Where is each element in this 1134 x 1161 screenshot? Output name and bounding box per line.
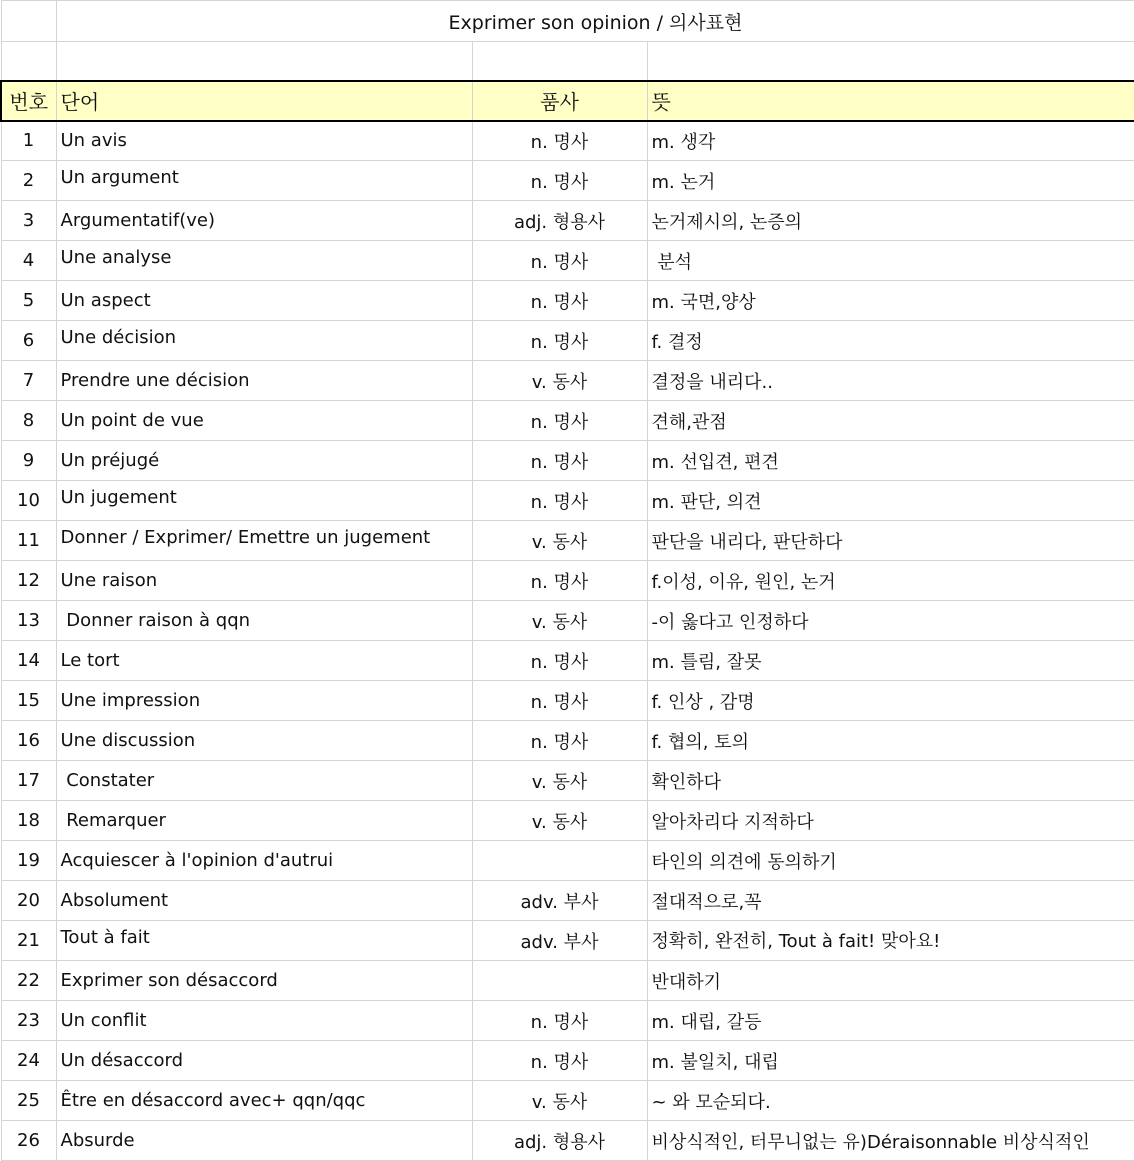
table-row xyxy=(1,561,1134,601)
title-row xyxy=(1,1,1134,42)
table-row xyxy=(1,601,1134,641)
cell-meaning[interactable]: m. 선입견, 편견 xyxy=(647,441,1134,481)
cell-word[interactable]: Un conflit xyxy=(56,1001,472,1041)
cell-pos[interactable]: n. 명사 xyxy=(472,321,647,361)
cell-pos[interactable]: v. 동사 xyxy=(472,361,647,401)
cell-word[interactable]: Être en désaccord avec+ qqn/qqc xyxy=(56,1081,472,1121)
cell-word[interactable]: Tout à fait xyxy=(56,921,472,961)
cell-word[interactable]: Exprimer son désaccord xyxy=(56,961,472,1001)
table-row xyxy=(1,121,1134,161)
cell-number[interactable]: 22 xyxy=(1,961,56,1001)
cell-meaning[interactable]: 비상식적인, 터무니없는 유)Déraisonnable 비상식적인 xyxy=(647,1121,1134,1161)
cell-number[interactable]: 10 xyxy=(1,481,56,521)
cell-word[interactable]: Acquiescer à l'opinion d'autrui xyxy=(56,841,472,881)
cell-pos[interactable]: n. 명사 xyxy=(472,1001,647,1041)
cell-meaning[interactable]: ~ 와 모순되다. xyxy=(647,1081,1134,1121)
cell-meaning[interactable]: m. 생각 xyxy=(647,121,1134,161)
cell-number[interactable]: 3 xyxy=(1,201,56,241)
table-row xyxy=(1,721,1134,761)
cell-number[interactable]: 19 xyxy=(1,841,56,881)
cell-blank[interactable] xyxy=(56,42,472,81)
cell-word[interactable]: Prendre une décision xyxy=(56,361,472,401)
cell-number[interactable]: 26 xyxy=(1,1121,56,1161)
table-row xyxy=(1,161,1134,201)
cell-pos[interactable]: adv. 부사 xyxy=(472,921,647,961)
table-row xyxy=(1,241,1134,281)
cell-number[interactable]: 11 xyxy=(1,521,56,561)
header-word[interactable]: 단어 xyxy=(56,81,472,121)
cell-pos[interactable]: v. 동사 xyxy=(472,801,647,841)
cell-meaning[interactable]: 확인하다 xyxy=(647,761,1134,801)
cell-pos[interactable]: adv. 부사 xyxy=(472,881,647,921)
table-row xyxy=(1,361,1134,401)
cell-meaning[interactable]: f. 결정 xyxy=(647,321,1134,361)
cell-meaning[interactable]: 견해,관점 xyxy=(647,401,1134,441)
cell-meaning[interactable]: 알아차리다 지적하다 xyxy=(647,801,1134,841)
cell-number[interactable]: 23 xyxy=(1,1001,56,1041)
cell-number[interactable]: 24 xyxy=(1,1041,56,1081)
table-row xyxy=(1,641,1134,681)
cell-pos[interactable] xyxy=(472,961,647,1001)
cell-word[interactable]: Un jugement xyxy=(56,481,472,521)
cell-number[interactable]: 5 xyxy=(1,281,56,321)
cell-meaning[interactable]: 정확히, 완전히, Tout à fait! 맞아요! xyxy=(647,921,1134,961)
table-row xyxy=(1,201,1134,241)
cell-blank[interactable] xyxy=(1,42,56,81)
cell-pos[interactable]: n. 명사 xyxy=(472,161,647,201)
cell-meaning[interactable]: m. 판단, 의견 xyxy=(647,481,1134,521)
cell-number[interactable]: 8 xyxy=(1,401,56,441)
sheet-title[interactable]: Exprimer son opinion / 의사표현 xyxy=(56,1,1134,42)
cell-word[interactable]: Argumentatif(ve) xyxy=(56,201,472,241)
cell-number[interactable]: 17 xyxy=(1,761,56,801)
cell-pos[interactable]: n. 명사 xyxy=(472,441,647,481)
cell-number[interactable]: 13 xyxy=(1,601,56,641)
table-row xyxy=(1,761,1134,801)
table-row xyxy=(1,481,1134,521)
table-row xyxy=(1,1081,1134,1121)
cell-word[interactable]: Un avis xyxy=(56,121,472,161)
table-row xyxy=(1,1041,1134,1081)
cell-word[interactable]: Une raison xyxy=(56,561,472,601)
cell-word[interactable]: Un argument xyxy=(56,161,472,201)
cell-pos[interactable]: n. 명사 xyxy=(472,1041,647,1081)
cell-pos[interactable]: v. 동사 xyxy=(472,1081,647,1121)
cell-number[interactable]: 15 xyxy=(1,681,56,721)
cell-number[interactable]: 14 xyxy=(1,641,56,681)
table-row xyxy=(1,921,1134,961)
cell-word[interactable]: Absolument xyxy=(56,881,472,921)
cell-pos[interactable]: v. 동사 xyxy=(472,601,647,641)
cell-number[interactable]: 1 xyxy=(1,121,56,161)
table-row xyxy=(1,1001,1134,1041)
cell-number[interactable]: 2 xyxy=(1,161,56,201)
cell-word[interactable]: Donner raison à qqn xyxy=(56,601,472,641)
cell-meaning[interactable]: 분석 xyxy=(647,241,1134,281)
cell-meaning[interactable]: m. 틀림, 잘못 xyxy=(647,641,1134,681)
cell-number[interactable]: 16 xyxy=(1,721,56,761)
cell-number[interactable]: 9 xyxy=(1,441,56,481)
table-row xyxy=(1,881,1134,921)
cell-pos[interactable]: adj. 형용사 xyxy=(472,201,647,241)
cell-word[interactable]: Une discussion xyxy=(56,721,472,761)
cell-meaning[interactable]: 반대하기 xyxy=(647,961,1134,1001)
cell-word[interactable]: Donner / Exprimer/ Emettre un jugement xyxy=(56,521,472,561)
cell-word[interactable]: Une impression xyxy=(56,681,472,721)
cell-pos[interactable]: n. 명사 xyxy=(472,401,647,441)
cell-number[interactable]: 25 xyxy=(1,1081,56,1121)
cell-meaning[interactable]: f. 인상 , 감명 xyxy=(647,681,1134,721)
cell-meaning[interactable]: -이 옳다고 인정하다 xyxy=(647,601,1134,641)
cell-meaning[interactable]: m. 논거 xyxy=(647,161,1134,201)
cell-pos[interactable]: n. 명사 xyxy=(472,561,647,601)
table-row xyxy=(1,1121,1134,1161)
cell-word[interactable]: Absurde xyxy=(56,1121,472,1161)
cell-pos[interactable]: n. 명사 xyxy=(472,721,647,761)
cell-pos[interactable]: n. 명사 xyxy=(472,641,647,681)
cell-meaning[interactable]: f. 협의, 토의 xyxy=(647,721,1134,761)
cell-pos[interactable]: n. 명사 xyxy=(472,481,647,521)
cell-word[interactable]: Une analyse xyxy=(56,241,472,281)
cell-pos[interactable]: v. 동사 xyxy=(472,761,647,801)
cell-pos[interactable]: v. 동사 xyxy=(472,521,647,561)
cell-pos[interactable]: n. 명사 xyxy=(472,121,647,161)
table-row xyxy=(1,441,1134,481)
cell-meaning[interactable]: 논거제시의, 논증의 xyxy=(647,201,1134,241)
cell-word[interactable]: Une décision xyxy=(56,321,472,361)
header-number[interactable]: 번호 xyxy=(1,81,56,121)
cell-number[interactable]: 21 xyxy=(1,921,56,961)
cell-meaning[interactable]: f.이성, 이유, 원인, 논거 xyxy=(647,561,1134,601)
cell-word[interactable]: Un préjugé xyxy=(56,441,472,481)
cell-number[interactable]: 18 xyxy=(1,801,56,841)
table-row xyxy=(1,521,1134,561)
cell-meaning[interactable]: 절대적으로,꼭 xyxy=(647,881,1134,921)
table-row xyxy=(1,281,1134,321)
header-row xyxy=(1,81,1134,121)
cell-word[interactable]: Constater xyxy=(56,761,472,801)
table-row xyxy=(1,401,1134,441)
cell-meaning[interactable]: 판단을 내리다, 판단하다 xyxy=(647,521,1134,561)
table-row xyxy=(1,801,1134,841)
cell-word[interactable]: Un aspect xyxy=(56,281,472,321)
cell-meaning[interactable]: 결정을 내리다.. xyxy=(647,361,1134,401)
cell-number[interactable]: 6 xyxy=(1,321,56,361)
header-pos[interactable]: 품사 xyxy=(472,81,647,121)
cell-word[interactable]: Un désaccord xyxy=(56,1041,472,1081)
table-row xyxy=(1,321,1134,361)
header-meaning[interactable]: 뜻 xyxy=(647,81,1134,121)
cell-number[interactable]: 20 xyxy=(1,881,56,921)
cell-number[interactable]: 12 xyxy=(1,561,56,601)
cell-pos[interactable]: adj. 형용사 xyxy=(472,1121,647,1161)
table-row xyxy=(1,961,1134,1001)
cell-meaning[interactable]: m. 국면,양상 xyxy=(647,281,1134,321)
cell-word[interactable]: Un point de vue xyxy=(56,401,472,441)
table-row xyxy=(1,681,1134,721)
cell-pos[interactable]: n. 명사 xyxy=(472,241,647,281)
cell-pos[interactable]: n. 명사 xyxy=(472,281,647,321)
cell-pos[interactable]: n. 명사 xyxy=(472,681,647,721)
cell-number[interactable]: 4 xyxy=(1,241,56,281)
blank-row xyxy=(1,42,1134,81)
cell-pos[interactable] xyxy=(472,841,647,881)
cell-blank[interactable] xyxy=(472,42,647,81)
cell-meaning[interactable]: 타인의 의견에 동의하기 xyxy=(647,841,1134,881)
cell-meaning[interactable]: m. 대립, 갈등 xyxy=(647,1001,1134,1041)
cell-meaning[interactable]: m. 불일치, 대립 xyxy=(647,1041,1134,1081)
cell-number[interactable]: 7 xyxy=(1,361,56,401)
table-row xyxy=(1,841,1134,881)
cell-word[interactable]: Remarquer xyxy=(56,801,472,841)
cell-blank[interactable] xyxy=(647,42,1134,81)
cell-blank[interactable] xyxy=(1,1,56,42)
cell-word[interactable]: Le tort xyxy=(56,641,472,681)
